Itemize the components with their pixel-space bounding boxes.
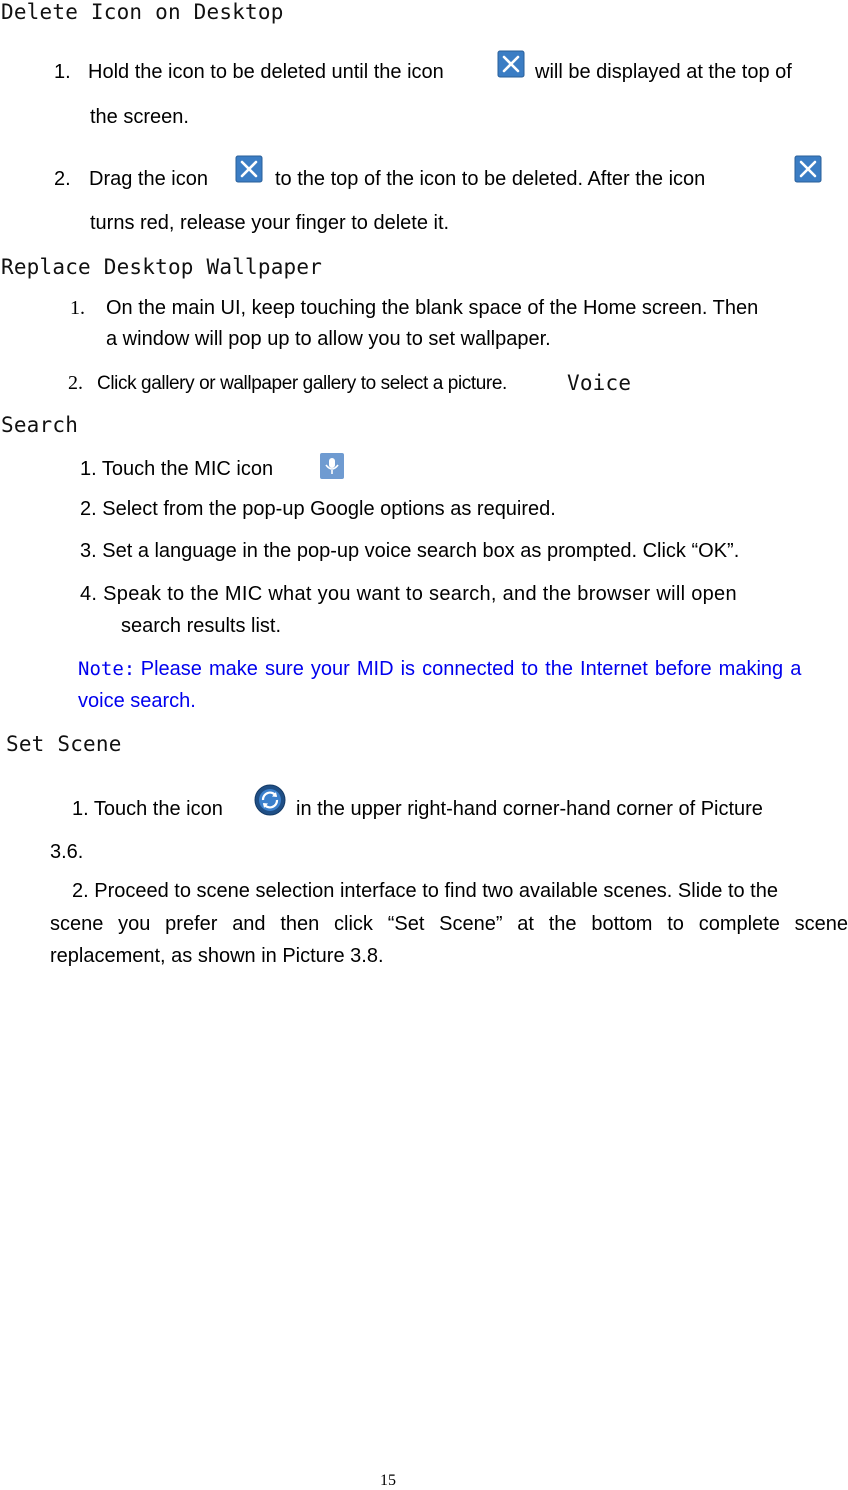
step-number: 2. [68, 372, 83, 394]
step-text: Hold the icon to be deleted until the icon [88, 61, 444, 83]
close-x-icon [794, 155, 822, 183]
page-number: 15 [380, 1472, 396, 1489]
step-text: replacement, as shown in Picture 3.8. [50, 945, 384, 967]
step-text: 2. Select from the pop-up Google options as required. [80, 498, 556, 520]
close-x-icon [235, 155, 263, 183]
heading-delete-icon: Delete Icon on Desktop [1, 0, 284, 24]
step-text: On the main UI, keep touching the blank space of the Home screen. Then [106, 297, 759, 319]
close-x-icon [497, 50, 525, 78]
heading-voice-part: Voice [567, 371, 632, 395]
step-text: a window will pop up to allow you to set wallpaper. [106, 328, 551, 350]
step-text: to the top of the icon to be deleted. After the icon [275, 168, 706, 190]
step-text: will be displayed at the top of [535, 61, 792, 83]
note-label: Note: [78, 658, 136, 680]
step-text: the screen. [90, 106, 189, 128]
heading-voice-search: Search [1, 413, 79, 437]
heading-set-scene: Set Scene [6, 732, 122, 756]
mic-icon [320, 453, 344, 479]
step-text: 2. Proceed to scene selection interface to find two available scenes. Slide to the [72, 880, 778, 902]
note [78, 658, 801, 681]
step-number: 2. [54, 168, 71, 190]
step-text: 3. Set a language in the pop-up voice search box as prompted. Click “OK”. [80, 540, 740, 562]
step-number: 1. [54, 61, 71, 83]
heading-replace-wallpaper: Replace Desktop Wallpaper [1, 255, 323, 279]
step-number: 1. [70, 297, 85, 319]
step-text: Drag the icon [89, 168, 208, 190]
note-text: Please make sure your MID is connected to the Internet before making a [140, 658, 802, 680]
step-text: search results list. [121, 615, 282, 637]
step-text: 4. Speak to the MIC what you want to search, and the browser will open [80, 583, 737, 605]
step-text: 1. Touch the MIC icon [80, 458, 274, 480]
step-text: in the upper right-hand corner-hand corner of Picture [296, 798, 763, 820]
step-text: 3.6. [50, 841, 84, 863]
step-text: turns red, release your finger to delete it. [90, 212, 450, 234]
step-text: Click gallery or wallpaper gallery to select a picture. [97, 373, 507, 394]
step-text: 1. Touch the icon [72, 798, 223, 820]
step-text: scene you prefer and then click “Set Scene” at the bottom to complete scene [50, 913, 848, 935]
note-text: voice search. [78, 690, 196, 712]
scene-refresh-icon [254, 784, 286, 816]
